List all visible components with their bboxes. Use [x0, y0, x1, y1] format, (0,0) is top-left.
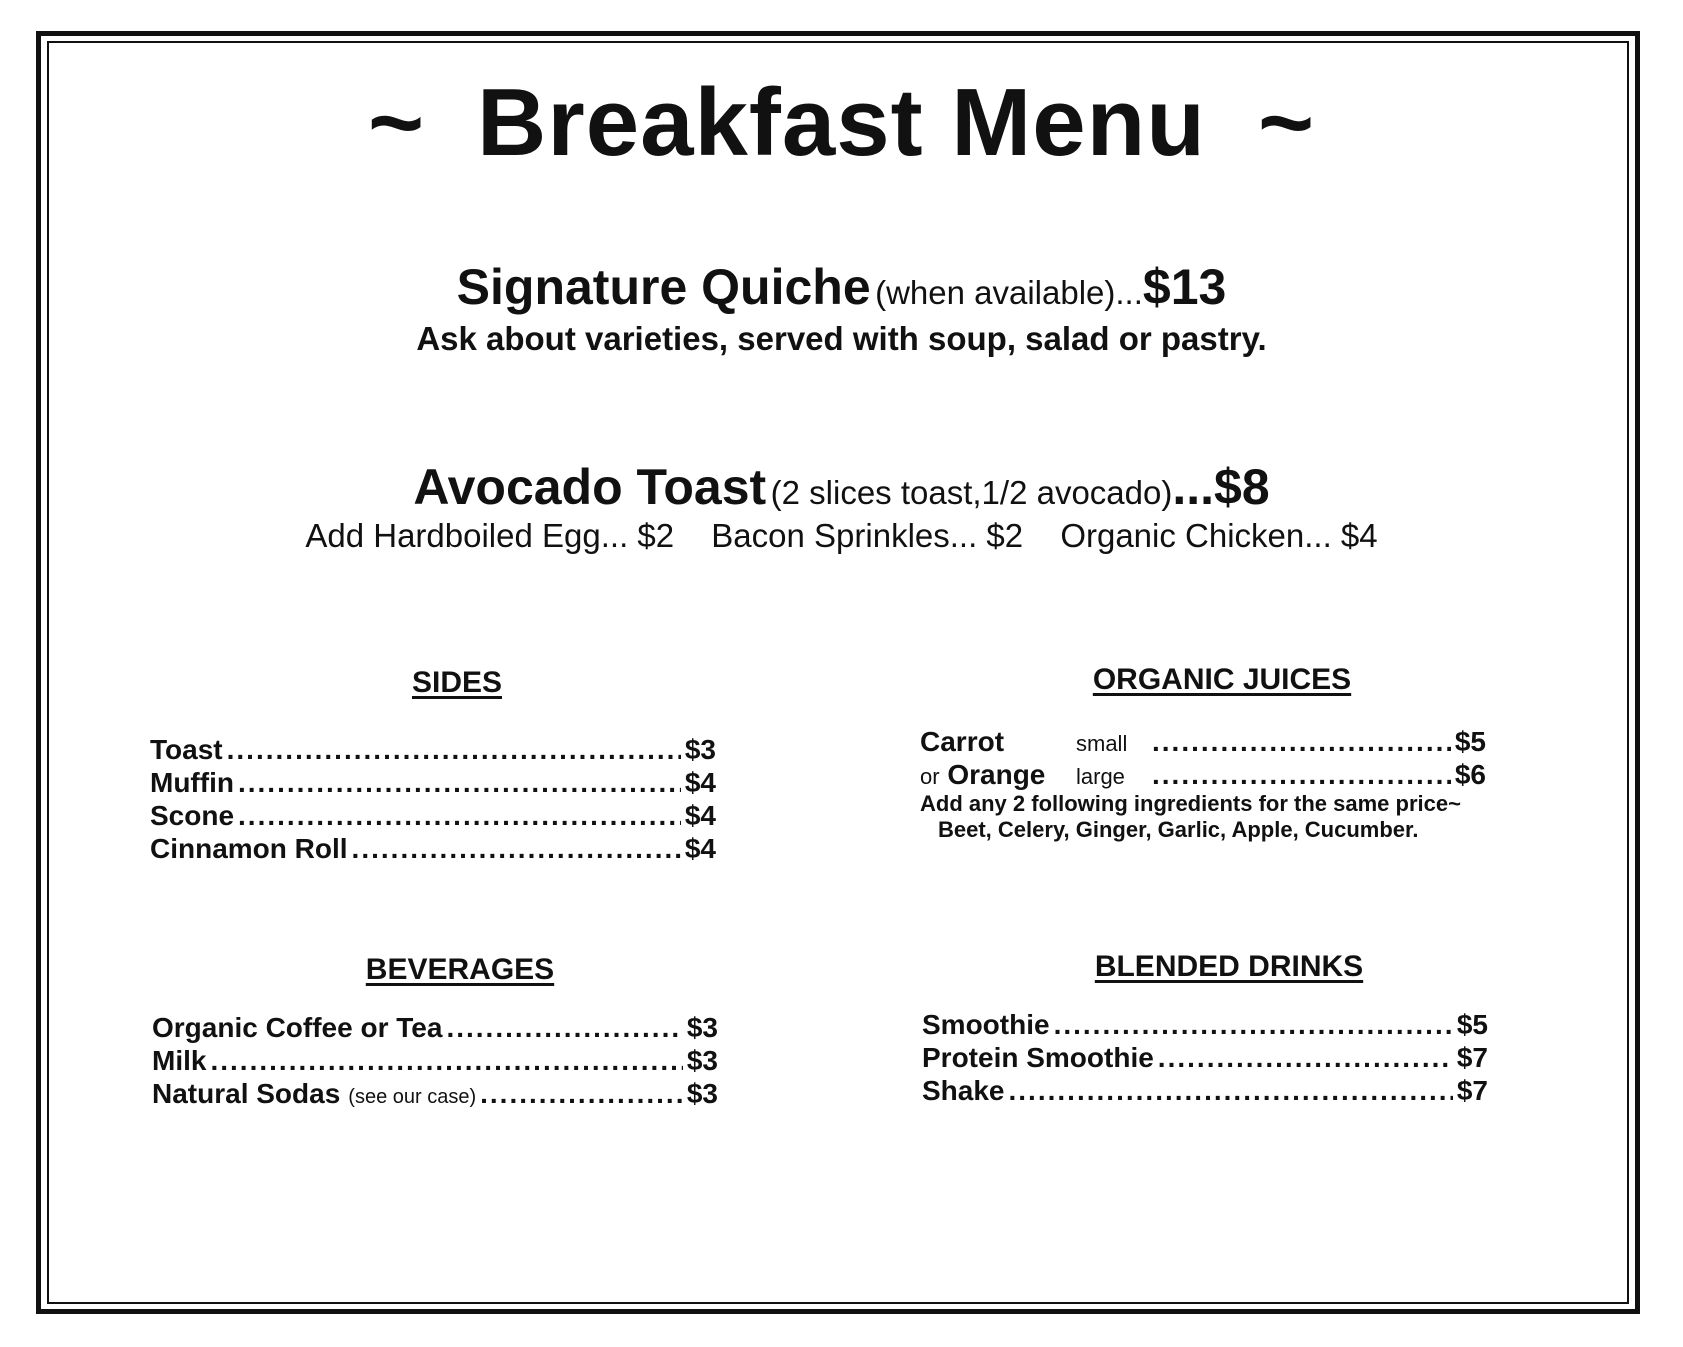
blended-heading: BLENDED DRINKS — [1094, 950, 1364, 983]
avocado-price: ...$8 — [1172, 459, 1270, 515]
item-name: Cinnamon Roll — [150, 833, 348, 864]
dot-leader — [480, 1077, 683, 1110]
page-title — [0, 69, 1683, 176]
title-text: Breakfast Menu — [477, 69, 1206, 176]
avocado-heading — [0, 459, 1683, 515]
list-item — [920, 758, 1486, 791]
dot-leader — [1152, 725, 1451, 758]
item-price: $5 — [1456, 1009, 1488, 1040]
dot-leader — [238, 799, 681, 832]
item-price: $6 — [1454, 759, 1486, 790]
list-item — [152, 1011, 718, 1044]
juices-heading: ORGANIC JUICES — [1092, 663, 1352, 696]
beverages-heading: BEVERAGES — [365, 953, 555, 986]
dot-leader — [210, 1044, 682, 1077]
item-price: $4 — [684, 833, 716, 864]
dot-leader — [227, 733, 681, 766]
juices-note-line1: Add any 2 following ingredients for the same price~ — [920, 791, 1461, 816]
juice-flavor-name: Orange — [947, 759, 1046, 790]
item-price: $3 — [686, 1078, 718, 1109]
item-price: $7 — [1456, 1042, 1488, 1073]
list-item — [152, 1044, 718, 1077]
avocado-note: (2 slices toast,1/2 avocado) — [770, 474, 1173, 511]
title-tilde-right: ~ — [1257, 69, 1315, 176]
avocado-name: Avocado Toast — [413, 459, 767, 515]
dot-leader — [1009, 1074, 1453, 1107]
quiche-price: $13 — [1142, 259, 1227, 315]
quiche-name: Signature Quiche — [456, 259, 871, 315]
dot-leader — [238, 766, 681, 799]
addon-bacon: Bacon Sprinkles... $2 — [711, 517, 1024, 554]
list-item — [150, 799, 716, 832]
dot-leader — [1152, 758, 1451, 791]
list-item — [152, 1077, 718, 1110]
list-item — [922, 1041, 1488, 1074]
juices-list — [920, 725, 1486, 791]
list-item — [922, 1074, 1488, 1107]
item-name: Smoothie — [922, 1009, 1050, 1040]
item-price: $3 — [686, 1012, 718, 1043]
quiche-note: (when available)... — [875, 274, 1143, 311]
dot-leader — [352, 832, 681, 865]
item-name: Protein Smoothie — [922, 1042, 1154, 1073]
addon-egg: Add Hardboiled Egg... $2 — [305, 517, 675, 554]
dot-leader — [1158, 1041, 1453, 1074]
list-item — [922, 1008, 1488, 1041]
dot-leader — [446, 1011, 682, 1044]
item-name: Muffin — [150, 767, 234, 798]
item-price: $3 — [686, 1045, 718, 1076]
juice-flavor — [920, 725, 1076, 760]
juice-prefix: or — [920, 764, 940, 789]
item-name: Organic Coffee or Tea — [152, 1012, 443, 1043]
sides-list — [150, 733, 716, 865]
dot-leader — [1054, 1008, 1453, 1041]
quiche-heading — [0, 259, 1683, 315]
item-price: $4 — [684, 767, 716, 798]
item-price: $5 — [1454, 726, 1486, 757]
list-item — [150, 766, 716, 799]
juice-flavor — [920, 758, 1076, 793]
addon-chicken: Organic Chicken... $4 — [1060, 517, 1378, 554]
item-name: Shake — [922, 1075, 1005, 1106]
item-price: $7 — [1456, 1075, 1488, 1106]
title-tilde-left: ~ — [367, 69, 426, 176]
list-item — [920, 725, 1486, 758]
avocado-addons — [0, 519, 1683, 552]
item-name: Milk — [152, 1045, 207, 1076]
quiche-description: Ask about varieties, served with soup, salad or pastry. — [416, 320, 1267, 357]
beverages-list — [152, 1011, 718, 1110]
juice-size: small — [1076, 731, 1128, 756]
list-item — [150, 733, 716, 766]
list-item — [150, 832, 716, 865]
juice-flavor-name: Carrot — [920, 726, 1005, 757]
blended-list — [922, 1008, 1488, 1107]
item-name: Scone — [150, 800, 235, 831]
juices-note-line2: Beet, Celery, Ginger, Garlic, Apple, Cucumber. — [938, 817, 1419, 842]
item-name: Toast — [150, 734, 223, 765]
juice-size: large — [1076, 764, 1125, 789]
item-price: $4 — [684, 800, 716, 831]
item-note: (see our case) — [348, 1086, 477, 1108]
item-name: Natural Sodas — [152, 1078, 341, 1109]
sides-heading: SIDES — [411, 666, 503, 699]
item-price: $3 — [684, 734, 716, 765]
